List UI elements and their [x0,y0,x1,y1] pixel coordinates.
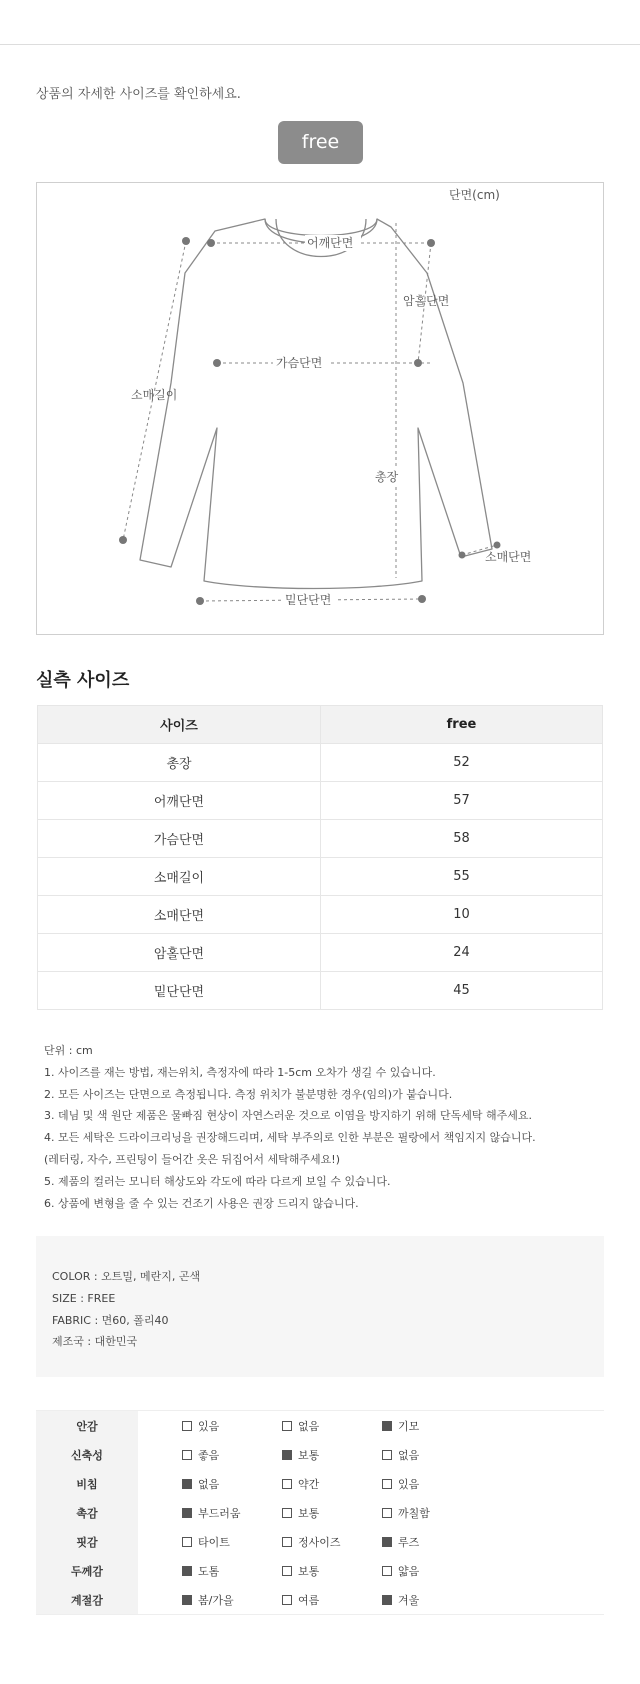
fit-row-label: 핏감 [36,1527,138,1556]
note-line: 6. 상품에 변형을 줄 수 있는 건조기 사용은 권장 드리지 않습니다. [44,1196,359,1210]
size-notes [44,1040,536,1214]
fit-option-label: 보통 [298,1506,320,1520]
shoulder-label: 어깨단면 [307,236,354,250]
fit-option [382,1498,482,1527]
note-line: 1. 사이즈를 재는 방법, 재는위치, 측정자에 따라 1-5cm 오차가 생길 수 있습니다. [44,1065,436,1079]
checkbox-checked-icon [182,1479,192,1489]
fit-row-label: 두께감 [36,1556,138,1585]
checkbox-empty-icon [282,1479,292,1489]
sleeve-width-label: 소매단면 [485,550,532,564]
size-table [37,705,603,1010]
checkbox-empty-icon [382,1566,392,1576]
row-label: 밑단단면 [38,972,321,1010]
note-line: (레터링, 자수, 프린팅이 들어간 옷은 뒤집어서 세탁해주세요!) [44,1152,340,1166]
fit-option [282,1527,382,1556]
fit-option [282,1469,382,1498]
checkbox-empty-icon [382,1450,392,1460]
header-free: free [321,706,603,744]
fit-option-label: 루즈 [398,1535,420,1549]
intro-text: 상품의 자세한 사이즈를 확인하세요. [36,87,241,102]
fit-row [36,1556,604,1585]
fit-option [182,1527,282,1556]
chest-label: 가슴단면 [276,356,323,370]
spec-fabric: FABRIC : 면60, 폴리40 [52,1313,169,1327]
fit-option [182,1498,282,1527]
checkbox-empty-icon [182,1421,192,1431]
row-value: 55 [321,858,603,896]
fit-option [382,1585,482,1615]
fit-option-label: 보통 [298,1564,320,1578]
fit-row [36,1469,604,1498]
header-size: 사이즈 [38,706,321,744]
checkbox-empty-icon [282,1595,292,1605]
row-value: 45 [321,972,603,1010]
table-row [38,820,603,858]
fit-row-label: 촉감 [36,1498,138,1527]
section-title: 실측 사이즈 [36,670,130,691]
product-spec-box [36,1236,604,1377]
note-line: 4. 모든 세탁은 드라이크리닝을 권장해드리며, 세탁 부주의로 인한 부분은 필랑에서 책임지지 않습니다. [44,1131,536,1145]
checkbox-empty-icon [382,1508,392,1518]
fit-option [382,1556,482,1585]
checkbox-checked-icon [182,1566,192,1576]
checkbox-empty-icon [382,1479,392,1489]
fit-option-label: 타이트 [198,1535,230,1549]
table-row [38,858,603,896]
checkbox-empty-icon [282,1508,292,1518]
checkbox-checked-icon [382,1595,392,1605]
checkbox-checked-icon [282,1450,292,1460]
fit-option-label: 봄/가을 [198,1593,234,1607]
fit-row-label: 비침 [36,1469,138,1498]
fit-option-label: 부드러움 [198,1506,241,1520]
fit-info-table [36,1410,604,1615]
fit-option [282,1440,382,1469]
row-label: 어깨단면 [38,782,321,820]
row-label: 암홀단면 [38,934,321,972]
spec-size: SIZE : FREE [52,1291,116,1305]
unit-label: 단면(cm) [449,188,500,202]
fit-option-label: 약간 [298,1477,320,1491]
table-row [38,934,603,972]
fit-option [382,1527,482,1556]
checkbox-empty-icon [182,1450,192,1460]
fit-option [382,1440,482,1469]
table-row [38,782,603,820]
garment-illustration [37,183,605,636]
fit-option-label: 없음 [398,1448,420,1462]
fit-option-label: 좋음 [198,1448,220,1462]
fit-option-label: 얇음 [398,1564,420,1578]
note-line: 2. 모든 사이즈는 단면으로 측정됩니다. 측정 위치가 불분명한 경우(임의)가 붙습니다. [44,1087,453,1101]
row-value: 58 [321,820,603,858]
table-header-row [38,706,603,744]
fit-row [36,1440,604,1469]
fit-option-label: 있음 [398,1477,420,1491]
size-tab-free[interactable]: free [278,121,363,164]
armhole-label: 암홀단면 [403,294,450,308]
fit-option [182,1469,282,1498]
row-value: 52 [321,744,603,782]
row-label: 소매길이 [38,858,321,896]
checkbox-empty-icon [282,1421,292,1431]
top-divider [0,44,640,45]
fit-option [182,1556,282,1585]
fit-row-label: 계절감 [36,1585,138,1615]
row-label: 가슴단면 [38,820,321,858]
total-length-label: 총장 [375,470,399,484]
fit-option-label: 기모 [398,1419,420,1433]
fit-option [382,1469,482,1498]
fit-row [36,1585,604,1615]
checkbox-empty-icon [282,1566,292,1576]
fit-row-label: 신축성 [36,1440,138,1469]
fit-row [36,1498,604,1527]
spec-origin: 제조국 : 대한민국 [52,1335,138,1349]
table-row [38,744,603,782]
row-value: 57 [321,782,603,820]
checkbox-empty-icon [182,1537,192,1547]
size-diagram [36,182,604,635]
fit-option-label: 여름 [298,1593,320,1607]
checkbox-checked-icon [382,1537,392,1547]
fit-option [282,1556,382,1585]
fit-option-label: 보통 [298,1448,320,1462]
fit-option-label: 있음 [198,1419,220,1433]
fit-row-label: 안감 [36,1411,138,1441]
note-line: 3. 데님 및 색 원단 제품은 물빠짐 현상이 자연스러운 것으로 이염을 방지하기 위해 단독세탁 해주세요. [44,1109,532,1123]
fit-option-label: 정사이즈 [298,1535,341,1549]
spec-color: COLOR : 오트밀, 메란지, 곤색 [52,1270,201,1283]
fit-row [36,1527,604,1556]
checkbox-empty-icon [282,1537,292,1547]
checkbox-checked-icon [382,1421,392,1431]
fit-row [36,1411,604,1441]
sleeve-length-label: 소매길이 [131,388,178,402]
fit-option [182,1585,282,1615]
note-line: 5. 제품의 컬러는 모니터 해상도와 각도에 따라 다르게 보일 수 있습니다. [44,1174,391,1188]
fit-option [182,1411,282,1441]
fit-option [282,1498,382,1527]
fit-option-label: 없음 [298,1419,320,1433]
fit-option-label: 겨울 [398,1593,420,1607]
hem-label: 밑단단면 [285,593,332,607]
checkbox-checked-icon [182,1508,192,1518]
fit-option-label: 없음 [198,1477,220,1491]
row-label: 소매단면 [38,896,321,934]
row-label: 총장 [38,744,321,782]
note-line: 단위 : cm [44,1044,93,1057]
checkbox-checked-icon [182,1595,192,1605]
row-value: 10 [321,896,603,934]
table-row [38,896,603,934]
fit-option [282,1411,382,1441]
garment-outline [140,219,492,589]
fit-option [182,1440,282,1469]
fit-option [282,1585,382,1615]
table-row [38,972,603,1010]
fit-option-label: 도톰 [198,1564,220,1578]
fit-option-label: 까칠함 [398,1506,430,1520]
row-value: 24 [321,934,603,972]
fit-option [382,1411,482,1441]
